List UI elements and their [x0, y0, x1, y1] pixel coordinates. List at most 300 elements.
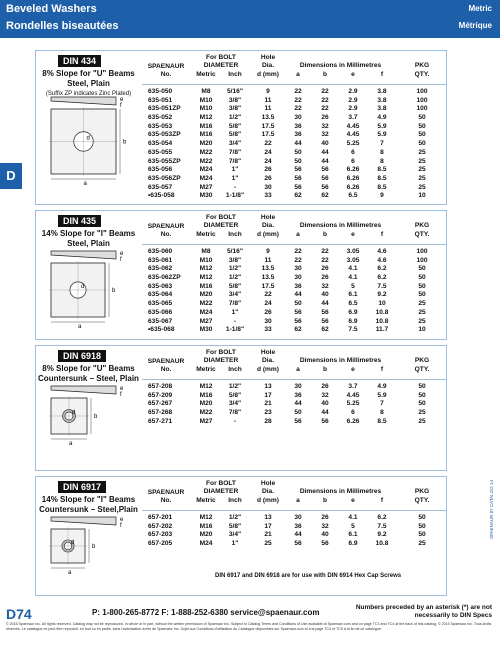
- cell-dim-a: 30: [294, 514, 302, 521]
- spec-table-body: [142, 85, 447, 201]
- cell-part-no: 635-062: [148, 265, 173, 273]
- table-row[interactable]: [142, 300, 447, 309]
- cell-dim-e: 3.05: [346, 256, 360, 264]
- cell-dim-f: 8: [380, 148, 384, 156]
- cell-dim-f: 4.9: [377, 383, 387, 390]
- cell-hole-dia: 9: [266, 248, 270, 255]
- table-row[interactable]: [142, 400, 447, 409]
- asterisk-note: Numbers preceded by an asterisk (*) are not necessarily to DIN Specs: [355, 604, 492, 619]
- cell-metric: M12: [199, 274, 213, 282]
- page-number: D74: [6, 606, 32, 622]
- col-e: e: [351, 231, 355, 238]
- cell-dim-a: 30: [294, 114, 302, 122]
- table-row[interactable]: [142, 105, 447, 114]
- cell-inch: -: [233, 417, 237, 425]
- cell-hole-dia: 30: [264, 317, 272, 325]
- table-row[interactable]: [142, 248, 447, 257]
- dim-label-d: d: [72, 410, 76, 416]
- cell-dim-a: 30: [294, 265, 302, 273]
- cell-metric: M27: [199, 183, 213, 191]
- table-row[interactable]: [142, 540, 447, 549]
- cell-metric: M16: [199, 122, 213, 130]
- panel-title: 14% Slope for "I" Beams Steel, Plain: [41, 229, 136, 248]
- cell-hole-dia: 21: [264, 531, 272, 539]
- cell-inch: 5/8": [228, 131, 242, 139]
- cell-metric: M12: [199, 265, 213, 273]
- cell-metric: M16: [199, 282, 213, 290]
- cell-part-no: 657-209: [148, 391, 173, 399]
- cell-hole-dia: 24: [264, 148, 272, 156]
- cell-dim-e: 6.5: [348, 192, 358, 200]
- cell-dim-b: 62: [321, 192, 329, 200]
- cell-pkg-qty: 25: [418, 166, 426, 174]
- spec-table: [142, 211, 447, 335]
- cell-hole-dia: 26: [264, 308, 272, 316]
- cell-pkg-qty: 25: [418, 317, 426, 325]
- cell-dim-b: 32: [321, 522, 329, 530]
- cell-dim-f: 4.9: [377, 114, 387, 122]
- cell-part-no: 635-063: [148, 282, 173, 290]
- cell-inch: 7/8": [228, 157, 242, 165]
- cell-pkg-qty: 100: [416, 96, 428, 104]
- cell-hole-dia: 11: [264, 256, 272, 264]
- cell-metric: M24: [199, 166, 213, 174]
- col-dia: Dia.: [261, 222, 275, 229]
- cell-dim-e: 2.9: [348, 105, 358, 113]
- cell-dim-a: 36: [294, 122, 302, 130]
- cell-part-no: 657-267: [148, 400, 173, 408]
- dim-label-e: e: [120, 97, 124, 103]
- table-row[interactable]: [142, 114, 447, 123]
- col-dia: Dia.: [261, 488, 275, 495]
- col-pkg: PKG: [414, 62, 430, 69]
- dim-label-b: b: [92, 544, 96, 550]
- cell-dim-a: 36: [294, 131, 302, 139]
- cell-part-no: 635-066: [148, 308, 173, 316]
- cell-pkg-qty: 25: [418, 174, 426, 182]
- panel-description: [36, 346, 141, 447]
- cell-dim-f: 7: [380, 140, 384, 148]
- washer-diagram: [46, 91, 141, 186]
- cell-hole-dia: 13: [264, 514, 272, 521]
- cell-hole-dia: 26: [264, 174, 272, 182]
- cell-dim-f: 8.5: [377, 183, 387, 191]
- cell-dim-b: 56: [321, 308, 329, 316]
- cell-metric: M24: [199, 308, 213, 316]
- cell-hole-dia: 13: [264, 383, 272, 390]
- cell-metric: M30: [199, 192, 213, 200]
- cell-dim-e: 6.9: [348, 308, 358, 316]
- washer-diagram: [46, 511, 141, 576]
- title-fr: Rondelles biseautées: [6, 20, 119, 32]
- cell-metric: M16: [199, 391, 213, 399]
- table-row[interactable]: [142, 149, 447, 158]
- col-pkg: PKG: [414, 488, 430, 495]
- cell-dim-e: 6.9: [348, 540, 358, 548]
- cell-metric: M20: [199, 140, 213, 148]
- dim-label-a: a: [68, 570, 72, 576]
- table-row[interactable]: [142, 318, 447, 327]
- cell-metric: M20: [199, 400, 213, 408]
- cell-dim-e: 6.26: [346, 166, 360, 174]
- table-row[interactable]: [142, 140, 447, 149]
- cell-dim-b: 32: [321, 131, 329, 139]
- col-for-bolt: For BOLT: [206, 214, 236, 221]
- col-hole: Hole: [260, 54, 276, 61]
- cell-dim-f: 3.8: [377, 96, 387, 104]
- cell-dim-f: 8.5: [377, 166, 387, 174]
- cell-part-no: 635-055: [148, 148, 173, 156]
- cell-pkg-qty: 100: [416, 105, 428, 113]
- cell-metric: M27: [199, 417, 213, 425]
- cell-dim-e: 3.7: [348, 114, 358, 122]
- cell-dim-b: 22: [321, 105, 329, 113]
- cell-dim-a: 44: [294, 531, 302, 539]
- cell-dim-b: 56: [321, 183, 329, 191]
- cell-hole-dia: 11: [264, 105, 272, 113]
- cell-dim-e: 6.1: [348, 531, 358, 539]
- col-diameter: DIAMETER: [203, 488, 239, 495]
- dim-label-f: f: [120, 523, 122, 529]
- col-a: a: [296, 71, 300, 78]
- cell-dim-a: 56: [294, 540, 302, 548]
- cell-dim-e: 5: [351, 522, 355, 530]
- cell-dim-e: 5.25: [346, 400, 360, 408]
- col-for-bolt: For BOLT: [206, 54, 236, 61]
- cell-hole-dia: 9: [266, 88, 270, 95]
- table-row[interactable]: [142, 326, 447, 335]
- cell-pkg-qty: 50: [418, 383, 426, 390]
- cell-part-no: 635-062ZP: [148, 274, 181, 282]
- contact-line: P: 1-800-265-8772 F: 1-888-252-6380 service@spaenaur.com: [92, 608, 320, 617]
- cell-dim-a: 50: [294, 409, 302, 417]
- cell-hole-dia: 13.5: [261, 114, 275, 122]
- dim-label-b: b: [112, 288, 116, 294]
- cell-dim-b: 44: [321, 148, 329, 156]
- cell-dim-f: 5.9: [377, 391, 387, 399]
- cell-dim-e: 6.26: [346, 183, 360, 191]
- cell-dim-a: 56: [294, 308, 302, 316]
- cell-hole-dia: 30: [264, 183, 272, 191]
- spec-table-body: [142, 245, 447, 335]
- cell-dim-e: 4.1: [348, 265, 358, 273]
- col-qty: QTY.: [414, 71, 430, 78]
- cell-pkg-qty: 50: [418, 531, 426, 539]
- col-spaenaur: SPAENAUR: [147, 63, 185, 70]
- table-row[interactable]: [142, 184, 447, 193]
- panel-title: 14% Slope for "I" Beams Countersunk – Steel,Plain: [39, 495, 138, 514]
- copyright: © 2015 Spaenaur Inc. All rights reserved. Catalog may not be reproduced, in whole or in part, without the written permission of Spaenaur Inc. Subject to Catalog Terms and Conditions of Use available at Spaenaur.com and on page TC3 and TC4 at the back of this catalog. © 2015 Spaenaur Inc. Tous droits réservés. Le catalogue ne peut être reproduit, en tout ou en partie, sans l'autorisation écrite de Spaenaur Inc. Sujet aux Conditions d'utilisation du Catalogue disponibles sur Spaenaur.com et à la page TC4 et TC5 à la fin de ce catalogue.: [6, 622, 492, 631]
- table-row[interactable]: [142, 97, 447, 106]
- col-inch: Inch: [228, 497, 242, 504]
- cell-dim-e: 6.1: [348, 291, 358, 299]
- cell-dim-b: 32: [321, 282, 329, 290]
- cell-dim-f: 8.5: [377, 174, 387, 182]
- cell-dim-b: 44: [321, 409, 329, 417]
- cell-dim-e: 6.26: [346, 417, 360, 425]
- cell-hole-dia: 21: [264, 400, 272, 408]
- cell-dim-f: 4.6: [377, 248, 387, 255]
- cell-inch: 3/8": [228, 256, 242, 264]
- cell-part-no: 635-053: [148, 122, 173, 130]
- dim-label-b: b: [94, 414, 98, 420]
- table-row[interactable]: [142, 131, 447, 140]
- col-spaenaur: SPAENAUR: [147, 223, 185, 230]
- cell-part-no: 635-067: [148, 317, 173, 325]
- cell-hole-dia: 33: [264, 192, 272, 200]
- cell-dim-a: 22: [294, 256, 302, 264]
- cell-part-no: 635-056: [148, 166, 173, 174]
- cell-dim-a: 56: [294, 183, 302, 191]
- spec-table-body: [142, 511, 447, 549]
- cell-inch: 1": [231, 166, 239, 174]
- cell-pkg-qty: 100: [416, 88, 428, 95]
- cell-dim-e: 2.9: [348, 88, 358, 95]
- cell-dim-f: 3.8: [377, 88, 387, 95]
- table-row[interactable]: [142, 392, 447, 401]
- spec-table-body: [142, 380, 447, 426]
- col-a: a: [296, 366, 300, 373]
- table-row[interactable]: [142, 523, 447, 532]
- table-row[interactable]: [142, 257, 447, 266]
- cell-dim-b: 56: [321, 417, 329, 425]
- cell-dim-a: 22: [294, 248, 302, 255]
- cell-dim-a: 50: [294, 300, 302, 308]
- cell-dim-e: 6.26: [346, 174, 360, 182]
- cell-dim-a: 56: [294, 166, 302, 174]
- table-row[interactable]: [142, 409, 447, 418]
- cell-pkg-qty: 50: [418, 131, 426, 139]
- cell-dim-f: 9: [380, 192, 384, 200]
- cell-dim-a: 56: [294, 417, 302, 425]
- cell-dim-f: 11.7: [375, 326, 389, 334]
- col-pkg: PKG: [414, 357, 430, 364]
- dim-label-d: d: [81, 284, 85, 290]
- table-row[interactable]: [142, 514, 447, 523]
- washer-diagram: [46, 245, 141, 330]
- spec-table-header: [142, 477, 447, 511]
- cell-dim-e: 3.7: [348, 383, 358, 390]
- product-panel: [35, 345, 447, 471]
- col-diameter: DIAMETER: [203, 222, 239, 229]
- cell-dim-f: 4.6: [377, 256, 387, 264]
- cell-inch: 1": [231, 308, 239, 316]
- col-metric: Metric: [196, 231, 216, 238]
- table-row[interactable]: [142, 309, 447, 318]
- cell-dim-e: 6.5: [348, 300, 358, 308]
- cell-pkg-qty: 50: [418, 274, 426, 282]
- cell-part-no: 635-061: [148, 256, 173, 264]
- cell-dim-a: 30: [294, 274, 302, 282]
- din-badge: DIN 6918: [58, 350, 106, 362]
- panel-title: 8% Slope for "U" Beams Steel, Plain: [42, 69, 135, 88]
- panel-description: [36, 211, 141, 330]
- cell-pkg-qty: 50: [418, 391, 426, 399]
- cell-inch: 7/8": [228, 300, 242, 308]
- table-row[interactable]: [142, 123, 447, 132]
- cell-dim-b: 40: [321, 291, 329, 299]
- cell-inch: 1/2": [228, 274, 242, 282]
- cell-pkg-qty: 25: [418, 417, 426, 425]
- cell-pkg-qty: 25: [418, 148, 426, 156]
- cell-dim-b: 26: [321, 265, 329, 273]
- cell-dim-a: 50: [294, 148, 302, 156]
- cell-part-no: 635-057: [148, 183, 173, 191]
- cell-pkg-qty: 50: [418, 522, 426, 530]
- cell-pkg-qty: 50: [418, 282, 426, 290]
- cell-part-no: •635-058: [148, 192, 175, 200]
- table-row[interactable]: [142, 283, 447, 292]
- cell-dim-b: 32: [321, 391, 329, 399]
- cell-dim-f: 10.8: [375, 317, 389, 325]
- cell-dim-f: 10.8: [375, 308, 389, 316]
- cell-hole-dia: 17: [264, 391, 272, 399]
- cell-inch: 1": [231, 540, 239, 548]
- cell-pkg-qty: 50: [418, 265, 426, 273]
- col-metric: Metric: [196, 366, 216, 373]
- cell-hole-dia: 17.5: [261, 131, 275, 139]
- cell-dim-b: 22: [321, 248, 329, 255]
- din-badge: DIN 435: [58, 215, 101, 227]
- section-tab[interactable]: D: [0, 163, 22, 189]
- cell-hole-dia: 17: [264, 522, 272, 530]
- cell-part-no: 657-268: [148, 409, 173, 417]
- cell-inch: 3/4": [228, 140, 242, 148]
- table-row[interactable]: [142, 265, 447, 274]
- col-f: f: [380, 497, 384, 504]
- cell-pkg-qty: 25: [418, 300, 426, 308]
- table-row[interactable]: [142, 158, 447, 167]
- cell-dim-f: 5.9: [377, 131, 387, 139]
- cell-dim-e: 5.25: [346, 140, 360, 148]
- col-dmm: d (mm): [257, 71, 279, 78]
- cell-metric: M12: [199, 114, 213, 122]
- cell-inch: 1/2": [228, 514, 242, 521]
- cell-part-no: 657-201: [148, 514, 173, 521]
- cell-hole-dia: 24: [264, 157, 272, 165]
- panel-description: [36, 477, 141, 576]
- cell-inch: 1": [231, 174, 239, 182]
- cell-dim-a: 22: [294, 105, 302, 113]
- cell-part-no: 635-056ZP: [148, 174, 181, 182]
- dim-label-a: a: [69, 441, 73, 447]
- cell-part-no: 635-051ZP: [148, 105, 181, 113]
- spec-table-header: [142, 211, 447, 245]
- cell-pkg-qty: 10: [418, 192, 426, 200]
- cell-dim-f: 9.2: [377, 291, 387, 299]
- cell-dim-b: 32: [321, 122, 329, 130]
- cell-metric: M30: [199, 326, 213, 334]
- cell-part-no: 635-051: [148, 96, 173, 104]
- cell-pkg-qty: 50: [418, 122, 426, 130]
- cell-part-no: •635-068: [148, 326, 175, 334]
- cell-metric: M16: [199, 522, 213, 530]
- cell-dim-a: 62: [294, 326, 302, 334]
- cell-dim-a: 36: [294, 282, 302, 290]
- table-row[interactable]: [142, 383, 447, 392]
- cell-pkg-qty: 50: [418, 514, 426, 521]
- table-row[interactable]: [142, 192, 447, 201]
- cell-part-no: 657-202: [148, 522, 173, 530]
- cell-dim-b: 26: [321, 514, 329, 521]
- cell-dim-e: 6.9: [348, 317, 358, 325]
- cell-pkg-qty: 25: [418, 157, 426, 165]
- cell-inch: 5/16": [227, 248, 243, 255]
- col-dia: Dia.: [261, 62, 275, 69]
- col-e: e: [351, 71, 355, 78]
- spec-table: [142, 477, 447, 549]
- col-diameter: DIAMETER: [203, 62, 239, 69]
- dim-label-f: f: [120, 103, 122, 109]
- col-no: No.: [160, 231, 172, 238]
- cell-part-no: 635-052: [148, 114, 173, 122]
- cell-metric: M10: [199, 256, 213, 264]
- vertical-catalog-text: SPAENAUR 87 CATALOG 14: [489, 480, 494, 540]
- cell-metric: M12: [199, 383, 213, 390]
- cell-dim-e: 4.45: [346, 391, 360, 399]
- cell-dim-e: 7.5: [348, 326, 358, 334]
- cell-dim-f: 3.8: [377, 105, 387, 113]
- cell-inch: 3/8": [228, 105, 242, 113]
- cell-dim-f: 8: [380, 157, 384, 165]
- cell-part-no: 635-050: [148, 88, 173, 95]
- cell-inch: 5/8": [228, 282, 242, 290]
- cell-dim-f: 10.8: [375, 540, 389, 548]
- cell-part-no: 657-205: [148, 540, 173, 548]
- table-row[interactable]: [142, 175, 447, 184]
- cell-part-no: 635-053ZP: [148, 131, 181, 139]
- col-b: b: [322, 497, 328, 504]
- header-bar: [0, 0, 500, 38]
- col-for-bolt: For BOLT: [206, 349, 236, 356]
- cell-inch: 3/4": [228, 291, 242, 299]
- cell-dim-f: 10: [378, 300, 386, 308]
- col-f: f: [380, 366, 384, 373]
- table-row[interactable]: [142, 418, 447, 427]
- cell-dim-b: 22: [321, 256, 329, 264]
- cell-pkg-qty: 10: [418, 326, 426, 334]
- table-row[interactable]: [142, 88, 447, 97]
- col-dia: Dia.: [261, 357, 275, 364]
- cell-metric: M10: [199, 96, 213, 104]
- col-e: e: [351, 366, 355, 373]
- col-inch: Inch: [228, 366, 242, 373]
- cell-hole-dia: 11: [264, 96, 272, 104]
- dim-label-a: a: [78, 324, 82, 330]
- table-row[interactable]: [142, 166, 447, 175]
- col-spaenaur: SPAENAUR: [147, 358, 185, 365]
- col-metric: Metric: [196, 497, 216, 504]
- spec-table-header: [142, 346, 447, 380]
- cell-dim-b: 26: [321, 274, 329, 282]
- col-no: No.: [160, 71, 172, 78]
- cell-metric: M22: [199, 300, 213, 308]
- cell-inch: 5/16": [227, 88, 243, 95]
- dim-label-e: e: [120, 386, 124, 392]
- table-row[interactable]: [142, 291, 447, 300]
- table-row[interactable]: [142, 274, 447, 283]
- cell-dim-a: 22: [294, 88, 302, 95]
- cell-part-no: 635-064: [148, 291, 173, 299]
- cell-inch: 3/4": [228, 400, 242, 408]
- col-spaenaur: SPAENAUR: [147, 489, 185, 496]
- cell-inch: 1-1/8": [225, 192, 245, 200]
- table-row[interactable]: [142, 531, 447, 540]
- cell-hole-dia: 24: [264, 300, 272, 308]
- cell-pkg-qty: 50: [418, 140, 426, 148]
- cell-part-no: 635-060: [148, 248, 173, 255]
- cell-metric: M10: [199, 105, 213, 113]
